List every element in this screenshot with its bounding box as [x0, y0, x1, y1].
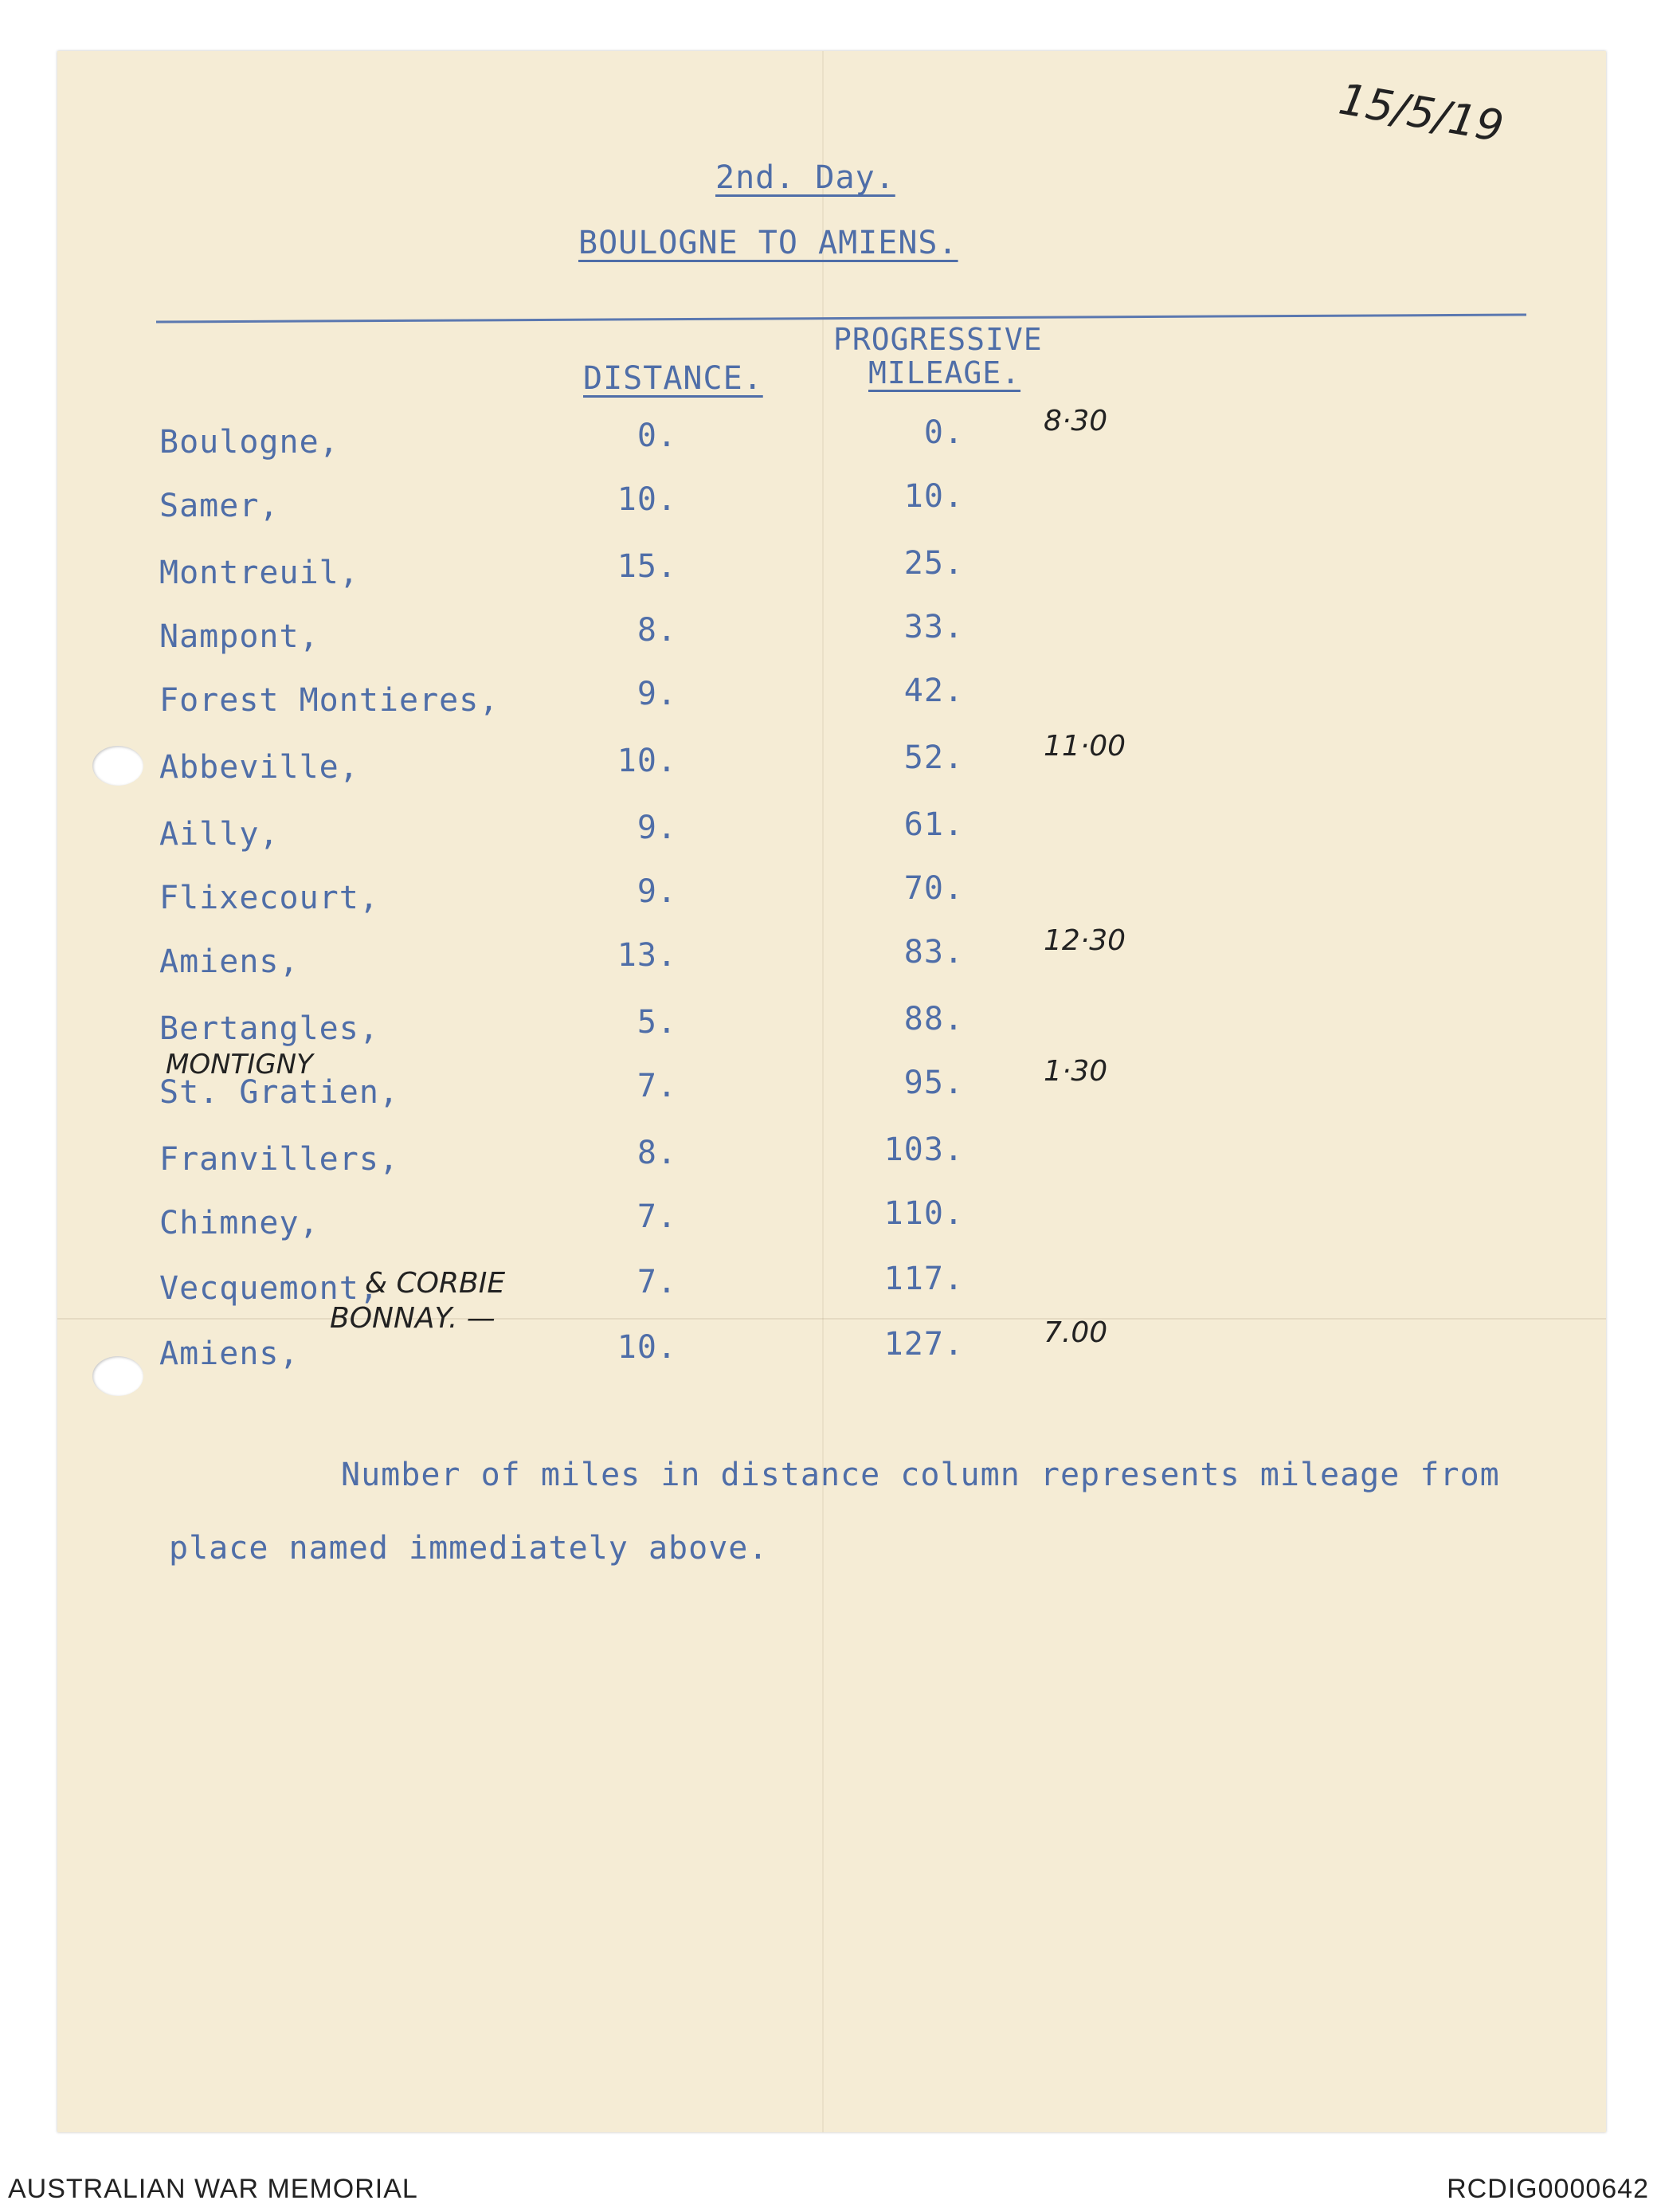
handwritten-bonnay: BONNAY. — [330, 1302, 496, 1335]
place-name: Abbeville, [159, 749, 359, 786]
place-name: Boulogne, [159, 424, 339, 461]
distance-value: 9. [637, 873, 677, 910]
progressive-mileage-value: 88. [903, 1001, 964, 1037]
day-heading: 2nd. Day. [715, 159, 895, 196]
note-line-1: Number of miles in distance column represents mileage from [341, 1457, 1500, 1493]
progressive-column-header-line2: MILEAGE. [868, 355, 1021, 390]
progressive-mileage-value: 83. [903, 934, 964, 971]
handwritten-time: 12·30 [1044, 924, 1126, 957]
place-name: St. Gratien, [159, 1074, 399, 1111]
footer-record-id: RCDIG0000642 [1447, 2174, 1649, 2204]
progressive-mileage-value: 95. [903, 1065, 964, 1101]
place-name: Chimney, [159, 1205, 319, 1241]
place-name: Samer, [159, 488, 280, 524]
distance-column-header: DISTANCE. [583, 360, 763, 397]
note-line-2: place named immediately above. [169, 1530, 769, 1567]
progressive-mileage-value: 110. [883, 1195, 964, 1232]
place-name: Flixecourt, [159, 880, 379, 916]
place-name: Amiens, [159, 943, 300, 980]
place-name: Vecquemont, [159, 1270, 379, 1307]
progressive-mileage-value: 33. [903, 609, 964, 645]
place-name: Bertangles, [159, 1010, 379, 1047]
fold-crease-vertical [822, 51, 824, 2132]
handwritten-time: 11·00 [1044, 730, 1126, 763]
place-name: Nampont, [159, 618, 319, 655]
distance-value: 7. [637, 1068, 677, 1104]
progressive-mileage-value: 70. [903, 870, 964, 907]
place-name: Forest Montieres, [159, 682, 499, 719]
distance-value: 8. [637, 1135, 677, 1171]
progressive-mileage-value: 117. [883, 1261, 964, 1297]
handwritten-montigny: MONTIGNY [166, 1049, 313, 1081]
progressive-mileage-value: 127. [883, 1326, 964, 1363]
distance-value: 10. [617, 1329, 677, 1366]
distance-value: 13. [617, 937, 677, 974]
distance-value: 9. [637, 810, 677, 846]
distance-value: 15. [617, 548, 677, 585]
handwritten-time: 8·30 [1044, 405, 1108, 437]
progressive-column-header-line1: PROGRESSIVE [833, 322, 1043, 357]
progressive-mileage-value: 25. [903, 545, 964, 582]
distance-value: 8. [637, 612, 677, 649]
place-name: Ailly, [159, 816, 280, 853]
handwritten-time: 1·30 [1044, 1055, 1108, 1088]
progressive-mileage-value: 61. [903, 806, 964, 843]
distance-value: 5. [637, 1004, 677, 1041]
footer-institution: AUSTRALIAN WAR MEMORIAL [8, 2174, 418, 2204]
progressive-mileage-value: 0. [923, 414, 964, 451]
distance-value: 7. [637, 1198, 677, 1235]
handwritten-date: 15/5/19 [1335, 73, 1508, 152]
distance-value: 10. [617, 743, 677, 779]
distance-value: 7. [637, 1264, 677, 1300]
place-name: Amiens, [159, 1335, 300, 1372]
progressive-mileage-value: 52. [903, 739, 964, 776]
punch-hole-icon [92, 1356, 143, 1396]
place-name: Franvillers, [159, 1141, 399, 1178]
route-heading: BOULOGNE TO AMIENS. [578, 225, 958, 261]
progressive-mileage-value: 103. [883, 1131, 964, 1168]
progressive-mileage-value: 42. [903, 673, 964, 709]
handwritten-time: 7.00 [1044, 1316, 1108, 1349]
distance-value: 10. [617, 481, 677, 518]
punch-hole-icon [92, 746, 143, 786]
distance-value: 0. [637, 418, 677, 454]
fold-crease-horizontal [57, 1318, 1606, 1320]
place-name: Montreuil, [159, 555, 359, 591]
progressive-mileage-value: 10. [903, 478, 964, 515]
distance-value: 9. [637, 676, 677, 712]
handwritten-corbie: & CORBIE [365, 1267, 506, 1300]
